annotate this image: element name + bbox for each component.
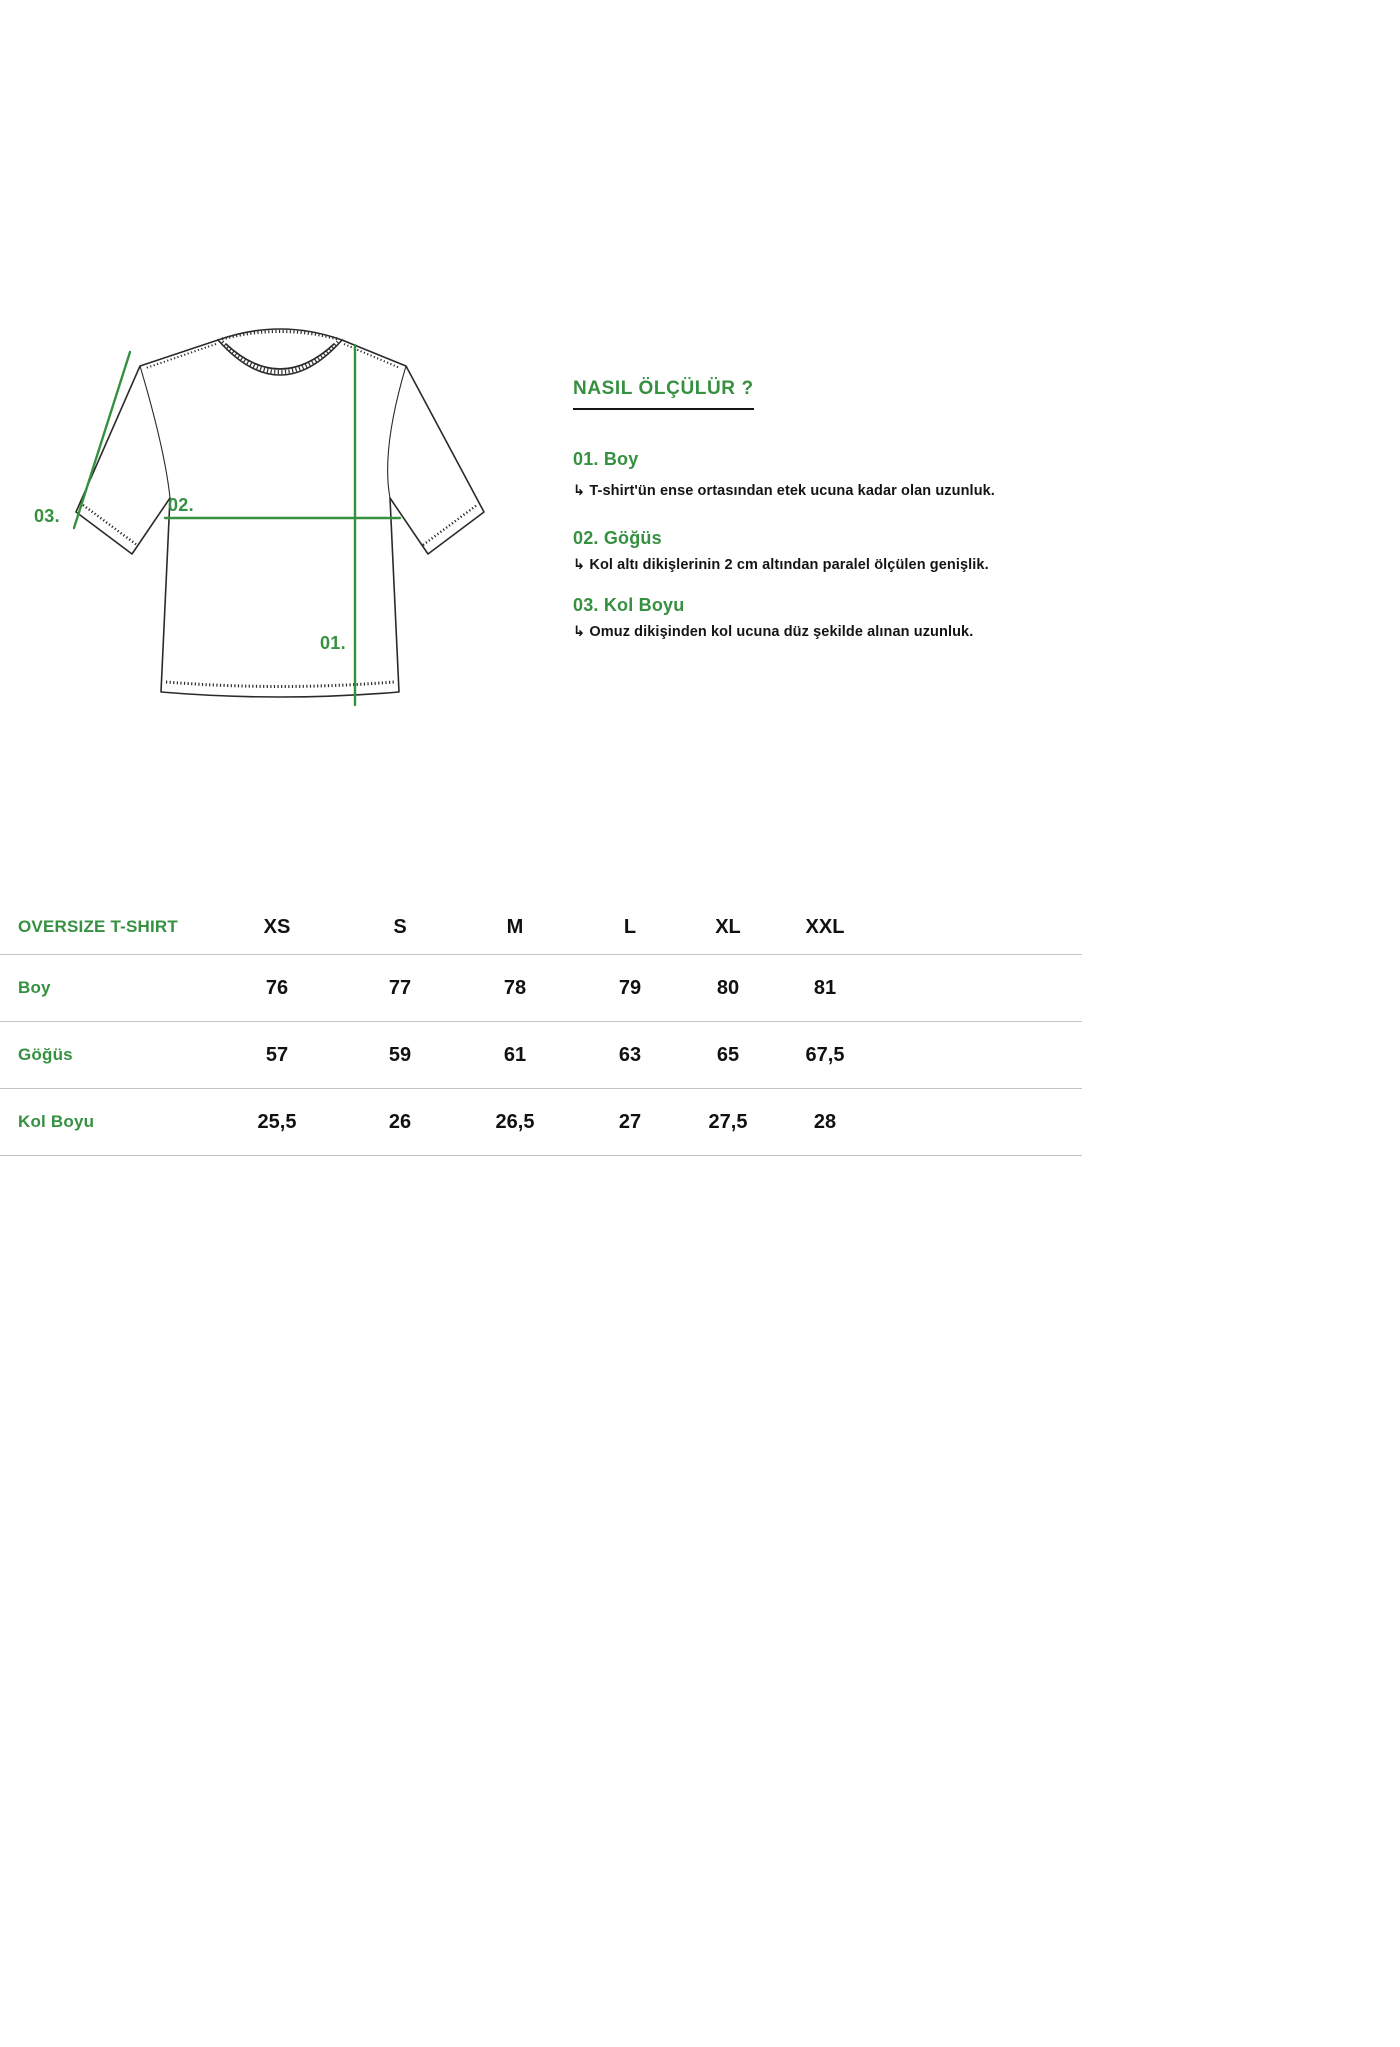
title-underline — [573, 408, 754, 410]
cell-kol-boyu-xl: 27,5 — [708, 1110, 748, 1133]
tshirt-armhole-left — [140, 366, 170, 498]
measure-item-boy-heading: 01. Boy — [573, 449, 639, 469]
tshirt-backneck-stitch — [222, 332, 338, 340]
cell-kol-boyu-xs: 25,5 — [257, 1110, 297, 1133]
row-label-kol-boyu: Kol Boyu — [18, 1112, 95, 1131]
cell-kol-boyu-s: 26 — [388, 1110, 412, 1133]
table-row-gogus — [0, 1022, 1082, 1089]
table-row-boy — [0, 955, 1082, 1022]
tshirt-drawing — [20, 300, 520, 730]
cell-boy-xl: 80 — [716, 976, 740, 999]
cell-boy-xs: 76 — [265, 976, 289, 999]
tshirt-cuff-stitch-left — [83, 505, 137, 545]
size-table-header-row — [0, 900, 1082, 955]
table-row-kol-boyu — [0, 1089, 1082, 1156]
cell-kol-boyu-m: 26,5 — [495, 1110, 535, 1133]
measure-item-kol-boyu-heading: 03. Kol Boyu — [573, 595, 685, 615]
cell-boy-m: 78 — [503, 976, 527, 999]
measure-label-kol-boyu: 03. — [34, 506, 60, 526]
size-col-header-s: S — [393, 915, 407, 938]
row-label-gogus: Göğüs — [18, 1045, 73, 1064]
size-col-header-xl: XL — [715, 915, 741, 938]
measure-label-gogus: 02. — [168, 495, 194, 515]
cell-kol-boyu-l: 27 — [618, 1110, 642, 1133]
cell-gogus-s: 59 — [388, 1043, 412, 1066]
tshirt-collar-stitch — [222, 342, 338, 372]
size-col-header-m: M — [506, 915, 524, 938]
tshirt-collar-inner — [226, 344, 334, 369]
tshirt-armhole-right — [388, 366, 406, 498]
size-col-header-xs: XS — [263, 915, 291, 938]
cell-gogus-xs: 57 — [265, 1043, 289, 1066]
measure-item-gogus-heading: 02. Göğüs — [573, 528, 662, 548]
tshirt-hem-stitch — [166, 682, 394, 687]
measure-item-boy-description: ↳ T-shirt'ün ense ortasından etek ucuna kadar olan uzunluk. — [573, 483, 995, 499]
tshirt-shoulder-stitch-left — [146, 344, 216, 368]
cell-boy-s: 77 — [388, 976, 412, 999]
how-to-measure-title: NASIL ÖLÇÜLÜR ? — [573, 378, 754, 399]
tshirt-cuff-stitch-right — [423, 505, 477, 545]
size-col-header-l: L — [623, 915, 637, 938]
cell-gogus-m: 61 — [503, 1043, 527, 1066]
product-name: OVERSIZE T-SHIRT — [18, 917, 178, 936]
size-table — [0, 900, 1082, 1156]
cell-gogus-xl: 65 — [716, 1043, 740, 1066]
size-col-header-xxl: XXL — [805, 915, 845, 938]
measure-item-kol-boyu-description: ↳ Omuz dikişinden kol ucuna düz şekilde alınan uzunluk. — [573, 624, 974, 640]
tshirt-shoulder-stitch-right — [344, 344, 400, 368]
cell-kol-boyu-xxl: 28 — [813, 1110, 837, 1133]
tshirt-measure-diagram — [0, 0, 1400, 820]
cell-gogus-l: 63 — [618, 1043, 642, 1066]
cell-boy-xxl: 81 — [813, 976, 837, 999]
row-label-boy: Boy — [18, 978, 51, 997]
cell-gogus-xxl: 67,5 — [805, 1043, 845, 1066]
measure-line-kol-boyu — [74, 352, 130, 528]
cell-boy-l: 79 — [618, 976, 642, 999]
measure-label-boy: 01. — [320, 633, 346, 653]
measure-item-gogus-description: ↳ Kol altı dikişlerinin 2 cm altından paralel ölçülen genişlik. — [573, 557, 989, 573]
